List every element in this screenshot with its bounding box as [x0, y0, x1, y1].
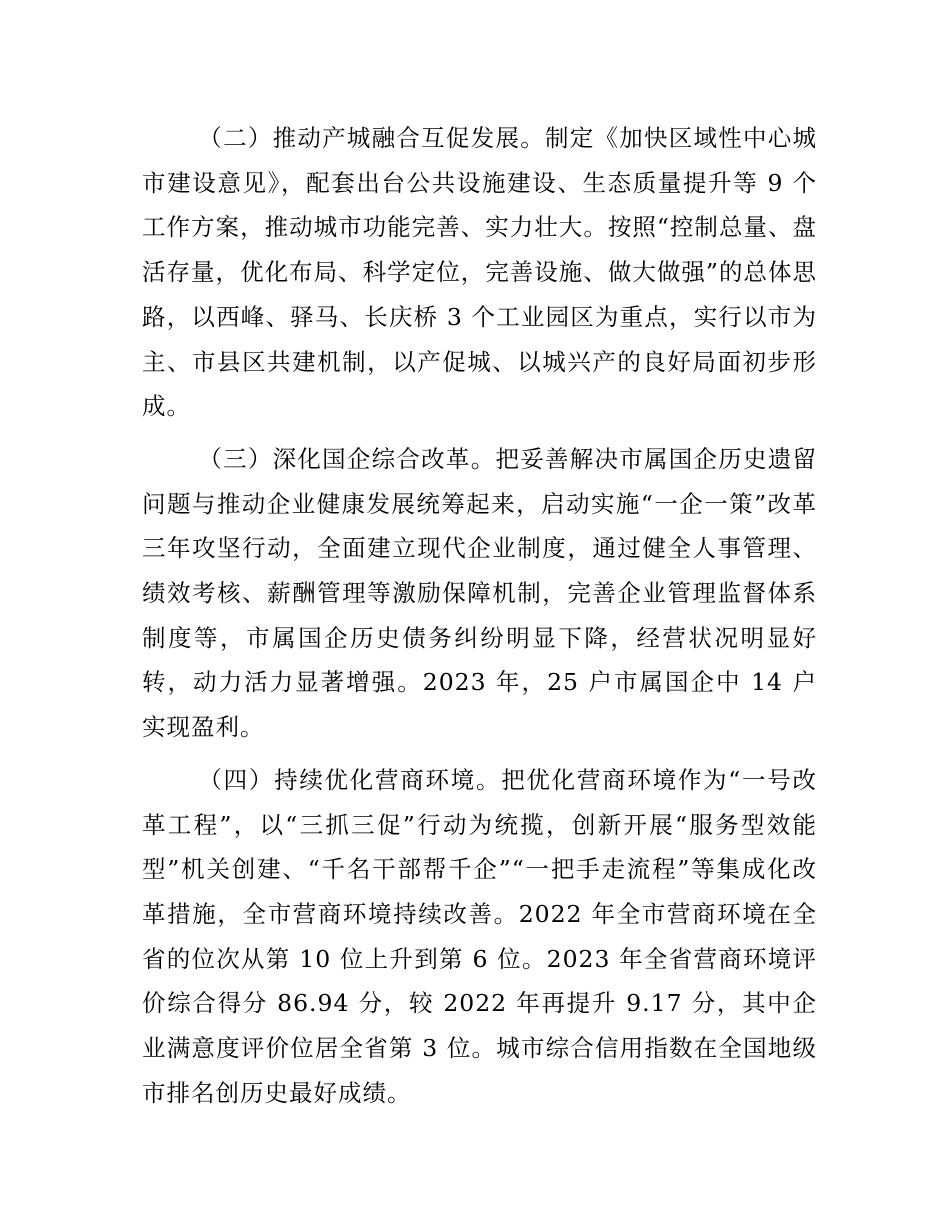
paragraph-body: 制定《加快区域性中心城市建设意见》，配套出台公共设施建设、生态质量提升等 9 个工作方案，推动城市功能完善、实力壮大。按照“控制总量、盘活存量，优化布局、科学定位，完善设施、做大做强”的总体思路，以西峰、驿马、长庆桥 3 个工业园区为重点，实行以市为主、市县区共建机制，以产促城、以城兴产的良好局面初步形成。: [142, 124, 818, 421]
document-body: [142, 116, 817, 1123]
paragraph-heading: （四）持续优化营商环境。: [198, 765, 502, 794]
paragraph-heading: （三）深化国企综合改革。: [198, 444, 496, 473]
paragraph-industry-city-integration: [142, 116, 817, 429]
paragraph-body: 把妥善解决市属国企历史遗留问题与推动企业健康发展统筹起来，启动实施“一企一策”改革三年攻坚行动，全面建立现代企业制度，通过健全人事管理、绩效考核、薪酬管理等激励保障机制，完善企业管理监督体系制度等，市属国企历史债务纠纷明显下降，经营状况明显好转，动力活力显著增强。2023 年，25 户市属国企中 14 户实现盈利。: [142, 444, 818, 742]
paragraph-heading: （二）推动产城融合互促发展。: [198, 124, 545, 152]
paragraph-soe-reform: [142, 437, 817, 750]
paragraph-business-environment: [142, 758, 817, 1116]
paragraph-body: 把优化营商环境作为“一号改革工程”，以“三抓三促”行动为统揽，创新开展“服务型效能型”机关创建、“千名干部帮千企”“一把手走流程”等集成化改革措施，全市营商环境持续改善。2022 年全市营商环境在全省的位次从第 10 位上升到第 6 位。2023 年全省营商环境评价综合得分 86.94 分，较 2022 年再提升 9.17 分，其中企业满意度评价位居全省第 3 位。城市综合信用指数在全国地级市排名创历史最好成绩。: [142, 765, 817, 1107]
